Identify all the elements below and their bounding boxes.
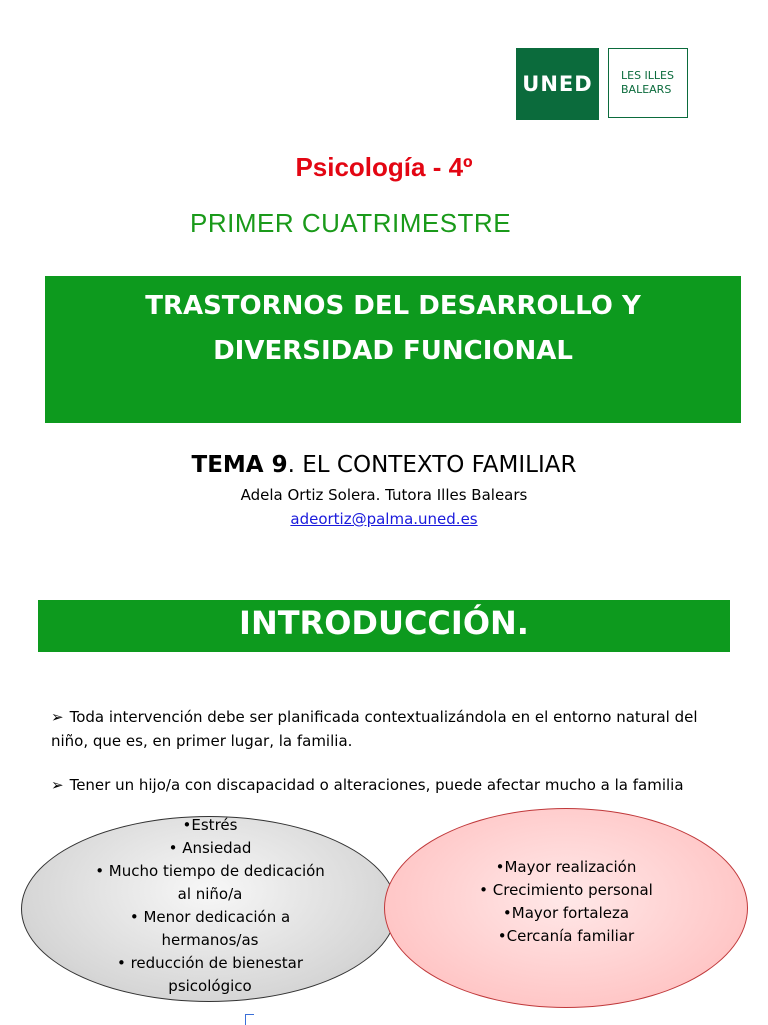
topic-name: . EL CONTEXTO FAMILIAR (287, 452, 577, 478)
list-item: • Mucho tiempo de dedicación al niño/a (95, 862, 325, 903)
subject-line-2: DIVERSIDAD FUNCIONAL (213, 336, 573, 366)
list-item: •Cercanía familiar (497, 927, 635, 945)
list-item: •Mayor fortaleza (502, 904, 630, 922)
list-item: • Ansiedad (168, 839, 252, 857)
topic-title (0, 452, 768, 478)
list-item: • Crecimiento personal (479, 881, 653, 899)
illes-logo-line1: LES ILLES (621, 69, 674, 82)
list-item: •Estrés (182, 816, 238, 834)
course-title: Psicología - 4º (295, 152, 473, 182)
list-item: •Mayor realización (495, 858, 637, 876)
list-item: • Menor dedicación a hermanos/as (129, 908, 291, 949)
illes-logo-line2: BALEARS (621, 83, 672, 96)
illes-balears-logo (608, 48, 688, 118)
intro-heading: INTRODUCCIÓN. (239, 604, 529, 642)
author-line: Adela Ortiz Solera. Tutora Illes Balears (240, 486, 528, 504)
subject-title (45, 284, 741, 374)
term-label: PRIMER CUATRIMESTRE (190, 208, 512, 238)
arrow-bullet-icon: ➢ (51, 776, 64, 794)
uned-logo-text: UNED (522, 72, 593, 96)
arrow-bullet-icon: ➢ (51, 708, 64, 726)
list-item: • reducción de bienestar psicológico (116, 954, 304, 995)
bullet-item (51, 705, 731, 753)
subject-line-1: TRASTORNOS DEL DESARROLLO Y (145, 291, 641, 321)
bullet-text: Toda intervención debe ser planificada contextualizándola en el entorno natural del niño, que es, en primer lugar, la familia. (51, 708, 698, 750)
topic-number: TEMA 9 (191, 452, 288, 478)
bracket-mark (245, 1014, 254, 1025)
author-email-link[interactable]: adeortiz@palma.uned.es (290, 510, 478, 528)
negative-effects-list (60, 814, 360, 998)
bullet-item (51, 773, 731, 797)
bullet-text: Tener un hijo/a con discapacidad o alteraciones, puede afectar mucho a la familia (69, 776, 684, 794)
positive-effects-list (404, 856, 728, 948)
uned-logo (516, 48, 599, 120)
